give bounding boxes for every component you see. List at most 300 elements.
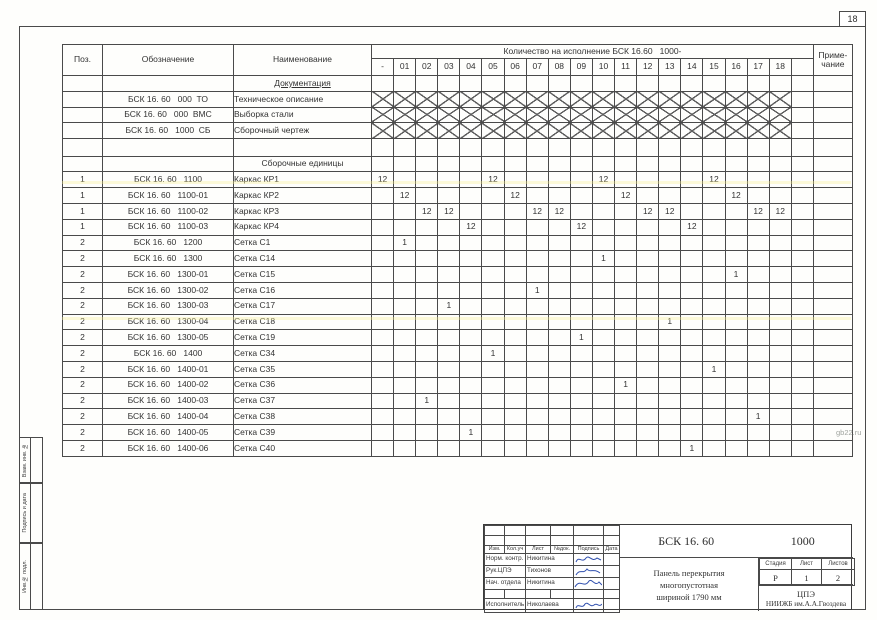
qty-cell [416,251,438,267]
signature-scribble [574,566,602,577]
qty-cell [482,298,504,314]
qty-cell [637,314,659,330]
qty-cell [615,76,637,92]
code-cell [103,139,234,156]
qty-cell [747,235,769,251]
code-cell: БСК 16. 60 1100-02 [103,203,234,219]
pos-cell: 2 [63,235,103,251]
qty-cell [504,107,526,123]
qty-col-header: - [372,59,394,76]
qty-cell [659,361,681,377]
qty-cell [791,156,813,172]
code-cell [103,156,234,172]
qty-cell [659,107,681,123]
qty-cell [438,440,460,456]
qty-cell [548,139,570,156]
qty-cell [460,377,482,393]
qty-cell [372,76,394,92]
qty-cell [681,377,703,393]
table-row [63,203,853,219]
qty-cell [504,409,526,425]
qty-cell [769,76,791,92]
pos-cell: 2 [63,282,103,298]
qty-cell [504,123,526,139]
qty-cell [416,314,438,330]
qty-cell [416,235,438,251]
qty-cell [372,235,394,251]
qty-cell [372,361,394,377]
qty-cell [769,267,791,283]
qty-cell [372,156,394,172]
qty-cell [548,314,570,330]
qty-cell: 12 [570,219,592,235]
qty-cell: 12 [394,188,416,204]
qty-cell [703,409,725,425]
sig-blank-cell [505,590,526,599]
sig-blank-cell [551,536,574,546]
note-cell [813,298,852,314]
pos-cell [63,76,103,92]
qty-cell [460,235,482,251]
qty-cell [394,298,416,314]
qty-cell [394,330,416,346]
qty-cell: 12 [637,203,659,219]
qty-cell: 12 [372,172,394,188]
qty-cell [637,267,659,283]
qty-col-header: 03 [438,59,460,76]
qty-cell [791,298,813,314]
qty-cell [504,156,526,172]
stamp-label-cell [20,484,31,542]
qty-cell [703,314,725,330]
qty-cell [637,393,659,409]
table-row [63,172,853,188]
qty-cell: 12 [769,203,791,219]
qty-col-header: 05 [482,59,504,76]
qty-cell [372,393,394,409]
qty-cell [526,346,548,362]
qty-cell: 1 [570,330,592,346]
table-row [63,282,853,298]
qty-cell [394,267,416,283]
pos-cell: 2 [63,409,103,425]
qty-cell [637,346,659,362]
qty-cell [416,282,438,298]
name-cell: Сетка С18 [234,314,372,330]
qty-cell [416,123,438,139]
qty-cell [526,123,548,139]
qty-cell [791,172,813,188]
qty-cell [592,314,614,330]
qty-cell [570,156,592,172]
qty-cell [526,440,548,456]
qty-cell [659,425,681,441]
qty-cell [372,107,394,123]
qty-cell [460,123,482,139]
qty-cell [725,251,747,267]
pos-cell: 2 [63,361,103,377]
qty-cell [769,172,791,188]
qty-cell [703,139,725,156]
code-cell: БСК 16. 60 1200 [103,235,234,251]
qty-cell [416,219,438,235]
code-cell: БСК 16. 60 1100 [103,172,234,188]
qty-cell [637,188,659,204]
qty-col-header: 01 [394,59,416,76]
qty-cell [394,282,416,298]
qty-cell [416,267,438,283]
qty-cell [791,123,813,139]
sig-blank-cell [574,536,604,546]
doc-number-text: 1000 [790,533,815,548]
pos-cell [63,91,103,107]
qty-col-header: 09 [570,59,592,76]
qty-col-header: 07 [526,59,548,76]
code-cell: БСК 16. 60 1300-01 [103,267,234,283]
qty-cell [482,107,504,123]
pos-cell: 2 [63,377,103,393]
qty-cell [637,251,659,267]
qty-cell [769,425,791,441]
qty-cell [637,425,659,441]
qty-cell [769,314,791,330]
qty-cell [637,361,659,377]
stamp-label-cell [20,438,31,482]
qty-cell [615,440,637,456]
qty-cell [681,282,703,298]
sig-name-cell: Тихонов [526,566,574,578]
qty-cell [372,219,394,235]
qty-cell [747,330,769,346]
sig-header-cell: Подпись [574,546,604,554]
qty-cell [592,409,614,425]
qty-cell [438,107,460,123]
table-row [63,330,853,346]
qty-cell [460,188,482,204]
qty-cell [372,203,394,219]
qty-col-header: 02 [416,59,438,76]
sig-signature-cell [574,566,604,578]
qty-cell [637,377,659,393]
name-cell: Техническое описание [234,91,372,107]
qty-cell [482,203,504,219]
code-cell: БСК 16. 60 1400 [103,346,234,362]
sig-blank-cell [505,536,526,546]
qty-cell [570,314,592,330]
qty-col-header [791,59,813,76]
qty-cell [703,156,725,172]
qty-cell [703,440,725,456]
qty-cell [526,330,548,346]
qty-cell [548,267,570,283]
qty-cell [659,298,681,314]
sig-date-cell [604,554,620,566]
code-cell: БСК 16. 60 1300 [103,251,234,267]
stamp-label: Взам. инв. № [22,442,28,478]
pos-cell: 2 [63,425,103,441]
sig-header-cell: Лист [526,546,551,554]
qty-cell [769,282,791,298]
section-row [63,156,853,172]
qty-cell [592,156,614,172]
qty-cell [482,219,504,235]
qty-cell [482,251,504,267]
qty-cell [791,377,813,393]
code-cell: БСК 16. 60 1400-04 [103,409,234,425]
qty-cell [703,425,725,441]
qty-cell [791,440,813,456]
qty-cell [372,139,394,156]
note-cell [813,123,852,139]
qty-cell: 12 [681,219,703,235]
qty-cell [570,251,592,267]
pos-cell [63,156,103,172]
qty-cell [438,346,460,362]
name-cell: Сетка С39 [234,425,372,441]
sig-blank-cell [485,590,505,599]
qty-cell [703,123,725,139]
qty-cell [592,346,614,362]
qty-cell [681,139,703,156]
code-cell: БСК 16. 60 1300-03 [103,298,234,314]
qty-cell [548,425,570,441]
qty-cell [681,267,703,283]
code-cell: БСК 16. 60 1400-02 [103,377,234,393]
col-header-code: Обозначение [103,45,234,76]
qty-cell [637,123,659,139]
qty-cell [570,298,592,314]
org-line: НИИЖБ им.А.А.Гвоздева [765,598,847,608]
qty-cell [592,219,614,235]
qty-cell [526,409,548,425]
qty-cell [769,377,791,393]
qty-cell [703,330,725,346]
qty-cell [570,107,592,123]
pos-cell: 1 [63,219,103,235]
qty-cell [615,346,637,362]
qty-cell [394,172,416,188]
qty-cell [504,251,526,267]
qty-cell [504,139,526,156]
sig-date-cell [604,566,620,578]
qty-cell [548,107,570,123]
qty-cell [769,440,791,456]
qty-cell [791,409,813,425]
qty-cell [416,361,438,377]
qty-cell [791,219,813,235]
col-header-qty-group: Количество на исполнение БСК 16.60 1000- [372,45,814,59]
qty-cell [416,172,438,188]
page-number: 18 [839,11,866,27]
pos-cell: 2 [63,393,103,409]
table-row [63,123,853,139]
sig-row [485,536,620,546]
qty-cell [769,346,791,362]
qty-cell [504,393,526,409]
qty-col-header: 13 [659,59,681,76]
qty-cell: 12 [703,172,725,188]
qty-cell [372,282,394,298]
sig-blank-cell [526,590,551,599]
qty-cell [681,172,703,188]
qty-cell [725,440,747,456]
qty-cell [725,314,747,330]
stamp-label: Подпись и дата [22,493,28,533]
name-cell: Каркас КР4 [234,219,372,235]
qty-cell [769,235,791,251]
qty-col-header: 14 [681,59,703,76]
qty-cell [438,409,460,425]
qty-cell [725,123,747,139]
qty-cell [747,314,769,330]
qty-cell [460,267,482,283]
qty-cell [592,425,614,441]
name-cell: Сетка С38 [234,409,372,425]
qty-cell [725,298,747,314]
qty-cell [438,282,460,298]
qty-cell [460,346,482,362]
qty-cell [791,251,813,267]
qty-cell: 12 [482,172,504,188]
section-row [63,76,853,92]
qty-cell [659,123,681,139]
qty-cell [681,123,703,139]
qty-cell [526,425,548,441]
qty-cell [659,440,681,456]
qty-cell [637,409,659,425]
signature-table-wrap [484,525,620,613]
qty-cell [438,76,460,92]
qty-cell [615,123,637,139]
qty-cell [615,330,637,346]
qty-cell [460,139,482,156]
product-line: шириной 1790 мм [656,591,722,602]
qty-cell [703,107,725,123]
sig-blank-cell [604,536,620,546]
qty-cell [482,76,504,92]
qty-cell: 1 [659,314,681,330]
qty-cell: 1 [703,361,725,377]
qty-cell [659,267,681,283]
qty-cell [769,361,791,377]
qty-cell [548,393,570,409]
qty-cell [703,91,725,107]
qty-cell [769,139,791,156]
qty-cell: 1 [615,377,637,393]
qty-col-header: 10 [592,59,614,76]
qty-cell [681,156,703,172]
qty-cell [504,203,526,219]
qty-cell [615,409,637,425]
code-cell: БСК 16. 60 1400-01 [103,361,234,377]
code-cell: БСК 16. 60 1400-03 [103,393,234,409]
qty-cell [394,219,416,235]
qty-cell [372,330,394,346]
qty-cell [460,330,482,346]
doc-code-text: БСК 16. 60 [658,533,715,548]
qty-cell [615,235,637,251]
qty-cell [592,361,614,377]
note-cell [813,409,852,425]
note-cell [813,393,852,409]
qty-col-header: 17 [747,59,769,76]
qty-cell [747,219,769,235]
qty-cell: 12 [460,219,482,235]
qty-cell [482,409,504,425]
qty-cell [526,172,548,188]
qty-cell [570,425,592,441]
qty-cell [482,267,504,283]
sig-role-cell: Рук.ЦПЭ [485,566,526,578]
qty-cell [504,361,526,377]
pos-cell: 2 [63,330,103,346]
qty-cell [637,91,659,107]
note-cell [813,282,852,298]
sig-row [485,546,620,554]
qty-cell [504,425,526,441]
note-cell [813,267,852,283]
qty-cell [372,377,394,393]
org-line: ЦПЭ [797,588,815,599]
signature-scribble [574,578,602,589]
qty-cell [548,377,570,393]
qty-cell [615,156,637,172]
qty-cell [570,361,592,377]
qty-cell [548,76,570,92]
qty-cell [769,330,791,346]
qty-cell [570,123,592,139]
sig-header-cell: №док. [551,546,574,554]
qty-cell [460,409,482,425]
qty-cell [592,393,614,409]
qty-cell: 1 [592,251,614,267]
qty-cell [769,409,791,425]
table-row [63,298,853,314]
qty-cell [416,346,438,362]
qty-cell [659,76,681,92]
stage-value: 2 [822,570,855,586]
qty-cell [615,361,637,377]
qty-cell [482,156,504,172]
qty-cell [482,91,504,107]
qty-cell [570,235,592,251]
product-line: Панель перекрытия [653,567,725,578]
specification-table [62,44,853,457]
qty-cell [637,219,659,235]
sig-signature-cell [574,578,604,590]
qty-cell [438,219,460,235]
qty-cell [747,267,769,283]
code-cell [103,76,234,92]
qty-cell [637,298,659,314]
sig-blank-cell [485,536,505,546]
stamp-label: Инв.№ подл. [22,560,28,593]
qty-cell [570,377,592,393]
qty-cell [637,282,659,298]
sig-row [485,554,620,566]
note-cell [813,107,852,123]
qty-cell [615,139,637,156]
qty-cell [504,172,526,188]
sig-row [485,578,620,590]
qty-cell [747,139,769,156]
qty-cell [725,377,747,393]
qty-cell [548,298,570,314]
qty-cell: 12 [438,203,460,219]
qty-cell [681,361,703,377]
qty-cell [526,298,548,314]
code-cell: БСК 16. 60 1300-05 [103,330,234,346]
